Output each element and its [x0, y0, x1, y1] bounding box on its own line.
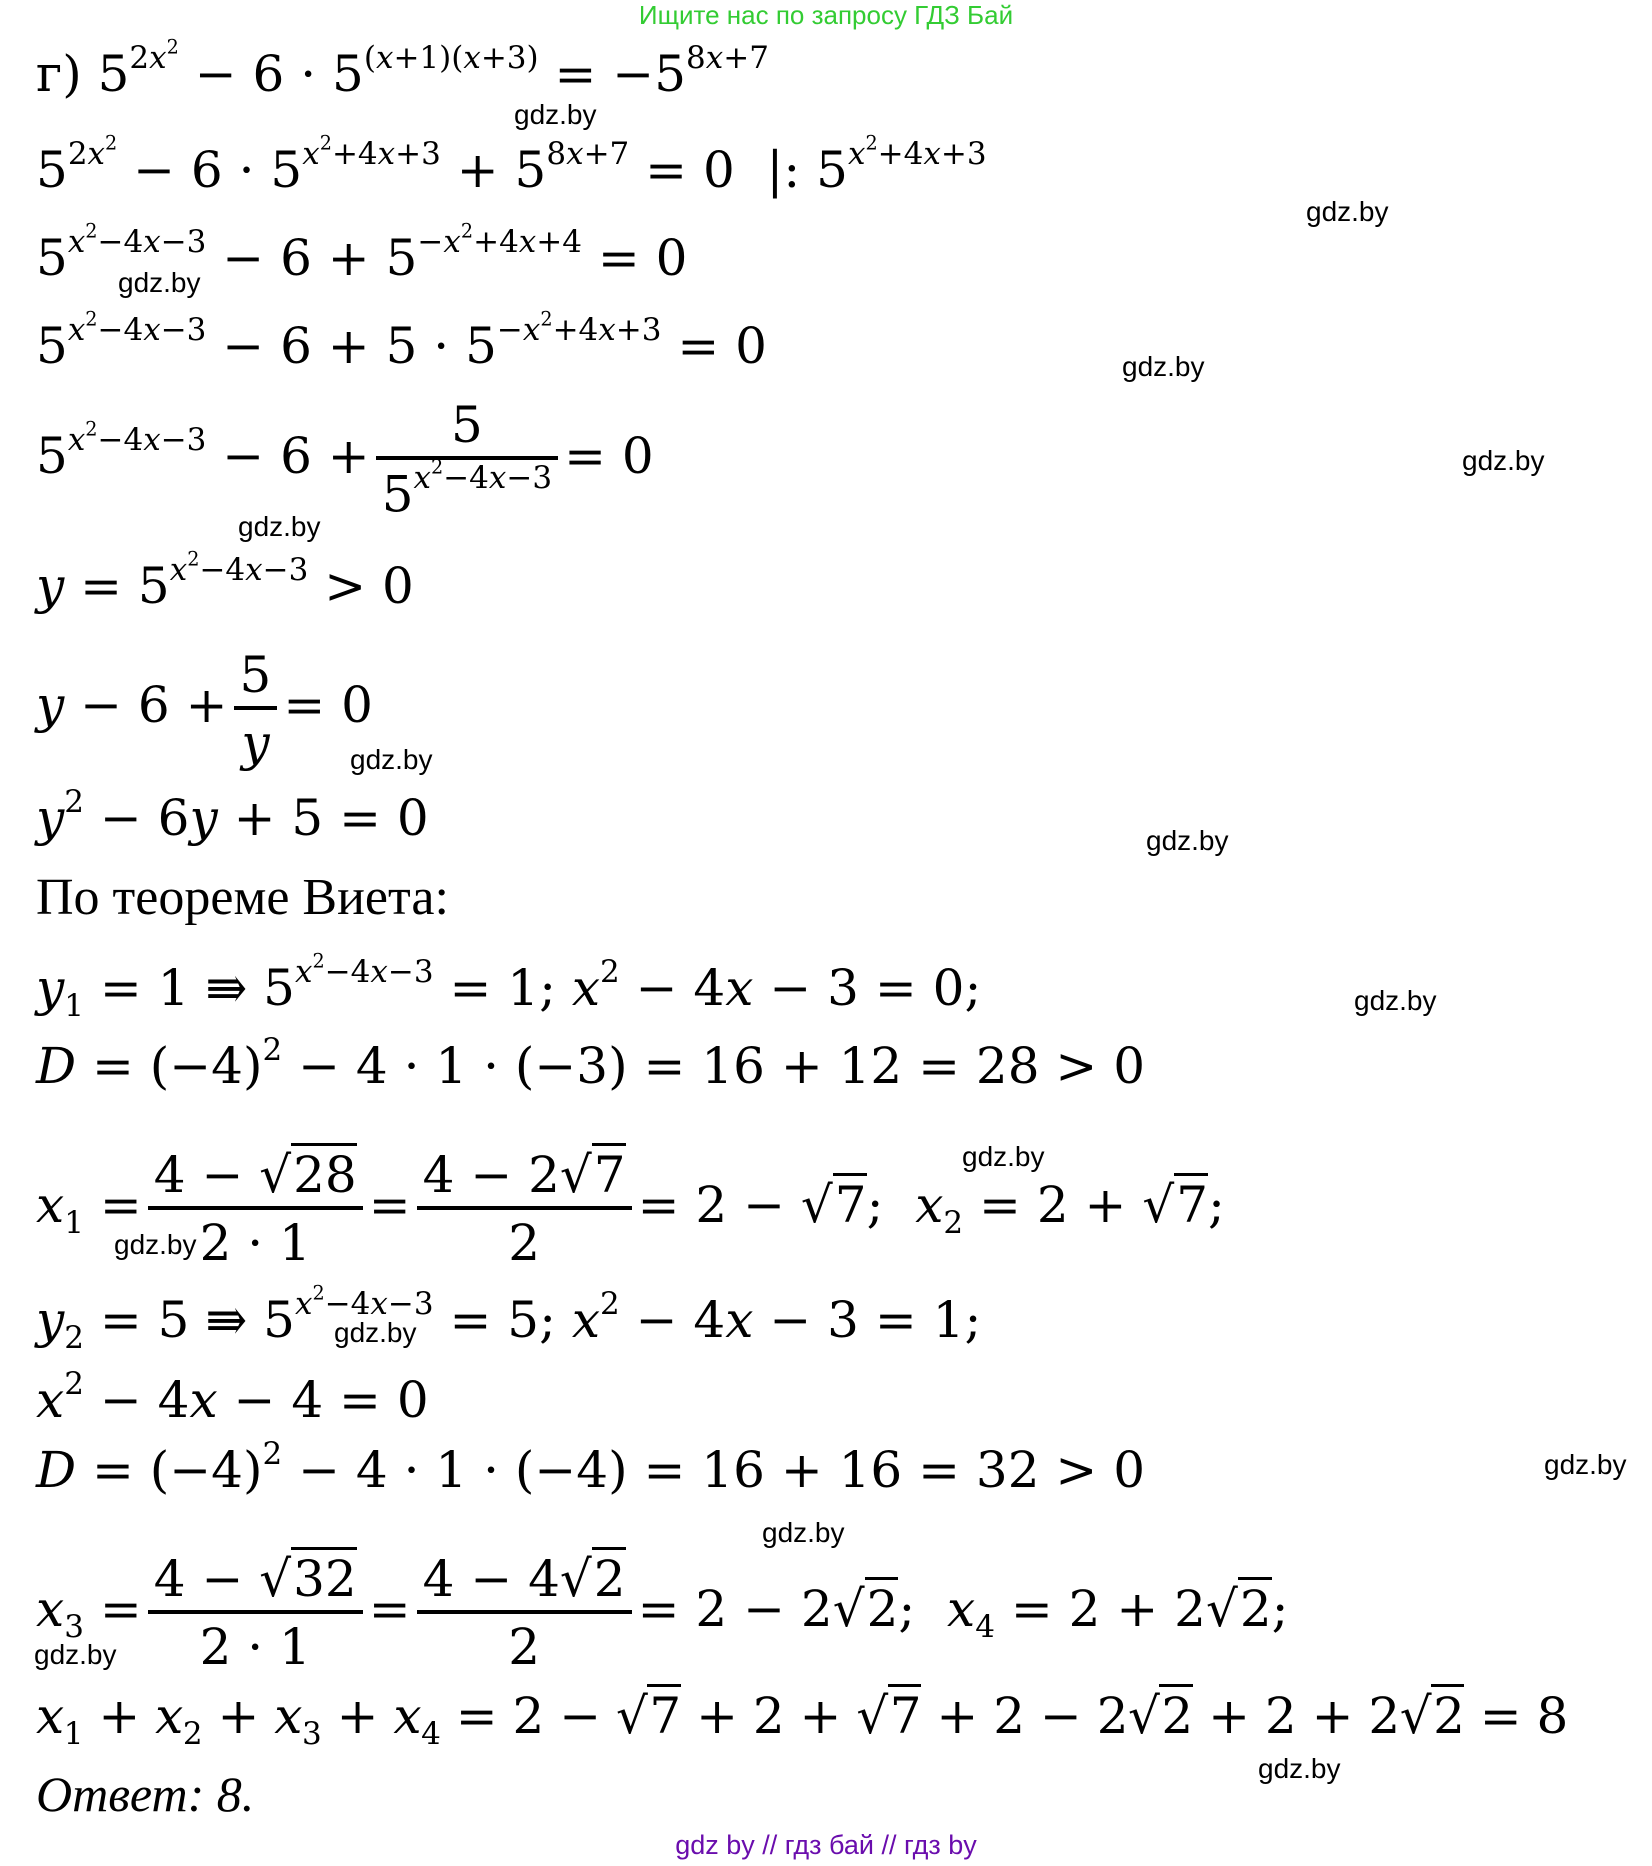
watermark: gdz.by — [1258, 1753, 1341, 1784]
watermark: gdz.by — [1544, 1449, 1627, 1480]
watermark: gdz.by — [514, 99, 597, 130]
equation-line-7: y − 6 + $\frac{5}{y}$ = 0 — [36, 646, 373, 772]
watermark: gdz.by — [118, 267, 201, 298]
watermark: gdz.by — [334, 1317, 417, 1348]
equation-line-9: $y_1 = 1$ ⇛ $5^{x^2-4x-3} = 1$; $x^2 - 4x - 3 = 0$; — [36, 949, 982, 1024]
fraction: $\frac{4 - √28}{2 \cdot 1}$ — [148, 1150, 363, 1268]
equation-line-2: $5^{2x^2} - 6 \cdot 5^{x^2+4x+3} + 5^{8x+7} = 0$ |: $5^{x^2+4x+3}$ — [36, 131, 987, 199]
equation-line-1: г) $5^{2x^2} - 6 \cdot 5^{(x+1)(x+3)} = -5^{8x+7}$ — [36, 35, 769, 103]
equation-line-16: $x_1 + x_2 + x_3 + x_4 = 2 - √7 + 2 + √7 + 2 - 2√2 + 2 + 2√2 = 8$ — [36, 1686, 1568, 1746]
watermark: gdz.by — [1122, 351, 1205, 382]
watermark: gdz.by — [1462, 445, 1545, 476]
equation-line-14: $D = (-4)^2 - 4 \cdot 1 \cdot (-4) = 16 + 16 = 32 > 0$ — [36, 1435, 1146, 1499]
equation-line-6: $y = 5^{x^2-4x-3} > 0$ — [36, 547, 414, 615]
equation-line-5: $5^{x^2-4x-3} - 6$ + $\frac{5}{5^{x^2-4x-3}}$ = 0 — [36, 396, 654, 524]
answer-text: Ответ: 8. — [36, 1766, 255, 1822]
fraction: $\frac{5}{5^{x^2-4x-3}}$ — [376, 400, 558, 520]
top-search-banner[interactable]: Ищите нас по запросу ГДЗ Бай — [638, 0, 1014, 30]
fraction: $\frac{4 - 4√2}{2}$ — [417, 1554, 632, 1672]
equation-line-8: $y^2 - 6y + 5 = 0$ — [36, 783, 429, 847]
watermark: gdz.by — [1354, 985, 1437, 1016]
equation-line-15: $x_3$ = $\frac{4 - √32}{2 \cdot 1}$ = $\frac{4 - 4√2}{2}$ = 2 − 2√2; $x_4 = 2 + 2√2$; — [36, 1554, 1288, 1672]
equation-line-12: $y_2 = 5$ ⇛ $5^{x^2-4x-3} = 5$; $x^2 - 4x - 3 = 1$; — [36, 1281, 982, 1356]
footer-links[interactable]: gdz by // гдз бай // гдз by — [675, 1830, 977, 1860]
watermark: gdz.by — [34, 1639, 117, 1670]
vieta-text: По теореме Виета: — [36, 869, 449, 926]
watermark: gdz.by — [962, 1141, 1045, 1172]
fraction: $\frac{5}{y}$ — [234, 650, 278, 768]
equation-line-3: $5^{x^2-4x-3} - 6 + 5^{-x^2+4x+4} = 0$ — [36, 219, 688, 287]
watermark: gdz.by — [238, 511, 321, 542]
fraction: $\frac{4 - 2√7}{2}$ — [417, 1150, 632, 1268]
watermark: gdz.by — [762, 1517, 845, 1548]
equation-line-4: $5^{x^2-4x-3} - 6 + 5 \cdot 5^{-x^2+4x+3} = 0$ — [36, 307, 767, 375]
equation-line-11: $x_1$ = $\frac{4 - √28}{2 \cdot 1}$ = $\frac{4 - 2√7}{2}$ = 2 − √7; $x_2 = 2 + √7$; — [36, 1150, 1225, 1268]
equation-line-10: $D = (-4)^2 - 4 \cdot 1 \cdot (-3) = 16 + 12 = 28 > 0$ — [36, 1031, 1146, 1095]
fraction: $\frac{4 - √32}{2 \cdot 1}$ — [148, 1554, 363, 1672]
watermark: gdz.by — [114, 1229, 197, 1260]
equation-line-13: $x^2 - 4x - 4 = 0$ — [36, 1365, 429, 1429]
watermark: gdz.by — [350, 744, 433, 775]
watermark: gdz.by — [1146, 825, 1229, 856]
watermark: gdz.by — [1306, 196, 1389, 227]
